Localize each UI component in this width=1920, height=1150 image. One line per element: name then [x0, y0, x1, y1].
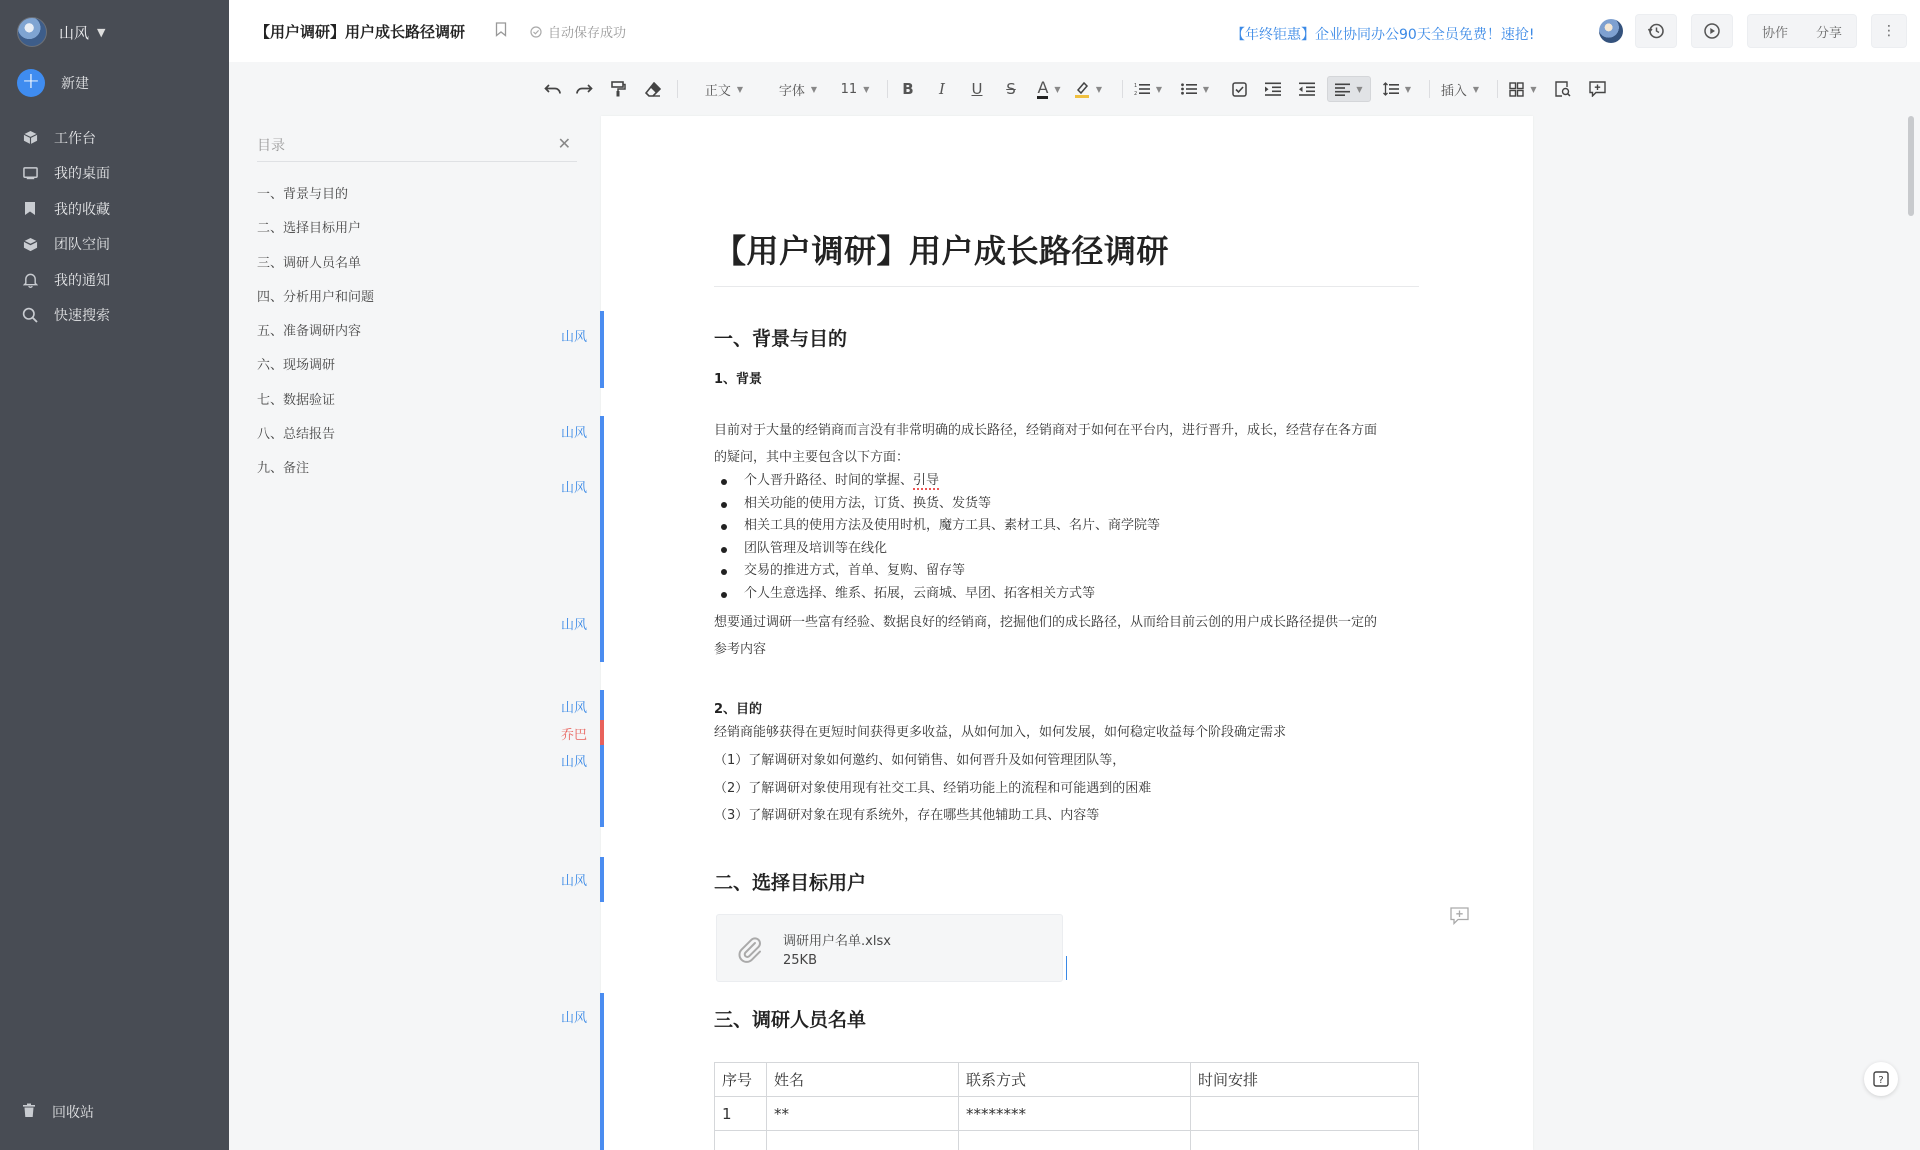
paragraph[interactable]: 的疑问，其中主要包含以下方面： [714, 450, 910, 465]
bold-icon: B [902, 80, 914, 98]
attachment-size: 25KB [783, 953, 817, 968]
font-family-select[interactable] [772, 76, 824, 102]
comment-add-icon [1589, 81, 1606, 97]
document-title[interactable]: 【用户调研】用户成长路径调研 [714, 232, 1170, 270]
table-header-cell[interactable]: 姓名 [767, 1063, 959, 1097]
paragraph[interactable]: 目前对于大量的经销商而言没有非常明确的成长路径，经销商对于如何在平台内，进行晋升，成长，经营存在各方面 [714, 423, 1378, 438]
toolbar-separator [887, 80, 888, 98]
bookmark-icon[interactable] [495, 22, 507, 41]
bullet-item[interactable] [714, 470, 1419, 493]
dropdown-arrow-icon: ▼ [810, 84, 818, 94]
table-cell[interactable]: ** [767, 1097, 959, 1131]
user-menu[interactable] [17, 17, 105, 47]
bullet-list [714, 470, 1419, 606]
sidebar-item-notifications[interactable] [0, 262, 229, 298]
bullet-item[interactable]: 相关工具的使用方法及使用时机，魔方工具、素材工具、名片、商学院等 [714, 515, 1419, 538]
change-author[interactable]: 山风 [561, 755, 588, 770]
grid-icon [1509, 82, 1524, 97]
sidebar-item-team-space[interactable] [0, 227, 229, 263]
comment-add-icon[interactable] [1450, 907, 1469, 929]
line-height-icon [1383, 82, 1399, 96]
user-name: 山风 [59, 23, 90, 42]
toc-item[interactable]: 七、数据验证 [257, 392, 336, 408]
change-author[interactable]: 山风 [561, 618, 588, 633]
sidebar-item-label: 我的桌面 [54, 166, 110, 183]
sidebar-item-label: 快速搜索 [54, 308, 110, 325]
table-cell[interactable]: ******** [959, 1097, 1191, 1131]
cube-icon [22, 130, 38, 146]
table-header-cell[interactable]: 联系方式 [959, 1063, 1191, 1097]
share-button[interactable]: 分享 [1815, 25, 1842, 41]
desktop-icon [22, 165, 38, 181]
sidebar [0, 0, 229, 1150]
change-author[interactable]: 乔巴 [561, 728, 588, 743]
font-size-label: 11 [840, 81, 858, 97]
section-heading[interactable]: 三、调研人员名单 [714, 1009, 867, 1031]
table-header-cell[interactable]: 时间安排 [1191, 1063, 1419, 1097]
undo-button[interactable] [540, 76, 566, 102]
toc-header [257, 130, 577, 162]
change-author[interactable]: 山风 [561, 1011, 588, 1026]
toolbar-separator [677, 80, 678, 98]
font-family-label: 字体 [778, 83, 805, 99]
comment-button[interactable] [1586, 76, 1608, 102]
toolbar-separator [1497, 80, 1498, 98]
bullet-item[interactable]: 交易的推进方式，首单、复购、留存等 [714, 560, 1419, 583]
strikethrough-icon: S [1006, 80, 1016, 98]
table-cell[interactable]: 1 [715, 1097, 767, 1131]
dropdown-arrow-icon: ▼ [1530, 84, 1537, 94]
highlight-button[interactable] [1071, 76, 1105, 102]
toc-item[interactable]: 六、现场调研 [257, 358, 336, 374]
indent-icon [1265, 82, 1281, 96]
paperclip-icon [735, 935, 765, 969]
underline-icon: U [971, 80, 983, 98]
trash-icon [22, 1103, 36, 1122]
caret-down-icon: ▼ [97, 25, 106, 39]
more-button[interactable] [1871, 14, 1907, 48]
dropdown-arrow-icon: ▼ [1095, 84, 1103, 94]
format-painter-button[interactable] [607, 76, 629, 102]
table-button[interactable] [1506, 76, 1540, 102]
section-heading[interactable]: 二、选择目标用户 [714, 872, 867, 894]
paragraph-style-label: 正文 [704, 83, 731, 99]
collab-share-group [1747, 14, 1857, 48]
new-label: 新建 [61, 76, 89, 92]
collab-button[interactable]: 协作 [1761, 25, 1788, 41]
check-circle-icon [530, 26, 542, 38]
dropdown-arrow-icon: ▼ [1155, 84, 1163, 94]
change-author[interactable]: 山风 [561, 426, 588, 441]
bell-icon [22, 272, 38, 288]
play-icon [1703, 22, 1721, 40]
sidebar-item-label: 工作台 [54, 130, 96, 147]
goal-list [714, 747, 1151, 830]
change-author[interactable]: 山风 [561, 701, 588, 716]
goal-item[interactable]: （1）了解调研对象如何邀约、如何销售、如何晋升及如何管理团队等， [714, 753, 1126, 768]
goal-item[interactable]: （2）了解调研对象使用现有社交工具、经销功能上的流程和可能遇到的困难 [714, 780, 1152, 796]
new-button[interactable] [17, 69, 89, 97]
table-row [715, 1131, 1419, 1150]
sidebar-item-workbench[interactable] [0, 120, 229, 156]
title-divider [714, 286, 1419, 287]
history-button[interactable] [1635, 14, 1677, 48]
underline-button[interactable] [964, 76, 990, 102]
spellcheck-mark: 引导 [913, 473, 940, 488]
sidebar-item-search[interactable] [0, 298, 229, 334]
change-bar[interactable] [600, 311, 604, 388]
doc-title: 【用户调研】用户成长路径调研 [255, 23, 466, 41]
change-bar[interactable] [600, 745, 604, 827]
collaborator-avatar[interactable] [1599, 19, 1623, 43]
goal-item[interactable]: （3）了解调研对象在现有系统外，存在哪些其他辅助工具、内容等 [714, 808, 1100, 823]
indent-button[interactable] [1262, 76, 1284, 102]
change-bar[interactable] [600, 416, 604, 662]
dropdown-arrow-icon: ▼ [1356, 84, 1363, 94]
present-button[interactable] [1691, 14, 1733, 48]
sidebar-item-label: 团队空间 [54, 237, 110, 254]
help-button[interactable] [1864, 1062, 1898, 1096]
change-author[interactable]: 山风 [561, 874, 588, 889]
table-cell[interactable] [1191, 1131, 1419, 1150]
strikethrough-button[interactable] [998, 76, 1024, 102]
toc-item[interactable]: 八、总结报告 [257, 427, 336, 443]
dropdown-arrow-icon: ▼ [1404, 84, 1412, 94]
line-height-button[interactable] [1379, 76, 1415, 102]
change-bar[interactable] [600, 690, 604, 720]
more-vertical-icon: ⋮ [1882, 23, 1896, 39]
table-header-row [715, 1063, 1419, 1097]
bold-button[interactable] [895, 76, 921, 102]
paragraph-style-select[interactable] [699, 76, 749, 102]
sidebar-item-label: 我的通知 [54, 272, 110, 289]
font-color-button[interactable] [1032, 76, 1066, 102]
table-header-cell[interactable]: 序号 [715, 1063, 767, 1097]
dropdown-arrow-icon: ▼ [736, 84, 744, 94]
paragraph[interactable]: 想要通过调研一些富有经验、数据良好的经销商，挖掘他们的成长路径，从而给目前云创的用户成长路径提供一定的 [714, 615, 1378, 630]
avatar [17, 17, 47, 47]
staff-table[interactable] [714, 1062, 1419, 1150]
close-icon[interactable]: ✕ [557, 134, 571, 153]
dropdown-arrow-icon: ▼ [863, 84, 870, 94]
format-toolbar [229, 62, 1920, 114]
promo-link[interactable]: 【年终钜惠】企业协同办公90天全员免费！速抢! [1231, 27, 1535, 43]
ordered-list-icon [1134, 82, 1150, 96]
change-bar[interactable] [600, 993, 604, 1150]
change-author[interactable]: 山风 [561, 330, 588, 345]
box-icon [22, 236, 38, 252]
svg-text:2: 2 [1133, 91, 1138, 96]
text-cursor [1066, 956, 1067, 980]
sidebar-nav [0, 120, 229, 333]
attachment-card[interactable] [716, 914, 1063, 982]
table-cell[interactable] [767, 1131, 959, 1150]
ordered-list-button[interactable] [1129, 76, 1167, 102]
svg-text:?: ? [1878, 1075, 1884, 1086]
toolbar-separator [1429, 80, 1430, 98]
toolbar-separator [1122, 80, 1123, 98]
toc-item[interactable]: 九、备注 [257, 461, 310, 477]
highlighter-icon [1074, 81, 1090, 98]
bullet-item[interactable]: 个人生意选择、维系、拓展，云商城、早团、拓客相关方式等 [714, 583, 1419, 606]
scrollbar[interactable] [1908, 116, 1914, 216]
help-icon [1873, 1071, 1889, 1087]
bullet-item[interactable]: 团队管理及培训等在线化 [714, 538, 1419, 561]
align-button[interactable] [1327, 76, 1371, 102]
toc-item[interactable]: 三、调研人员名单 [257, 255, 362, 271]
align-left-icon [1335, 83, 1350, 96]
toc-item[interactable]: 四、分析用户和问题 [257, 289, 375, 305]
bullet-list-icon [1181, 82, 1197, 96]
bullet-list-button[interactable] [1176, 76, 1214, 102]
attachment-name: 调研用户名单.xlsx [783, 934, 891, 949]
svg-text:1: 1 [1133, 83, 1138, 89]
bookmark-icon [22, 201, 38, 217]
paragraph[interactable]: 参考内容 [714, 642, 767, 657]
toc-item[interactable]: 二、选择目标用户 [257, 221, 362, 237]
table-of-contents [257, 130, 577, 487]
document-page[interactable] [601, 116, 1533, 1150]
change-bar[interactable] [600, 857, 604, 902]
search-document-icon [1555, 81, 1571, 97]
plus-icon: + [17, 69, 45, 97]
clear-format-button[interactable] [642, 76, 664, 102]
table-cell[interactable] [1191, 1097, 1419, 1131]
outdent-button[interactable] [1296, 76, 1318, 102]
change-author[interactable]: 山风 [561, 481, 588, 496]
eraser-icon [645, 82, 661, 97]
dropdown-arrow-icon: ▼ [1202, 84, 1210, 94]
dropdown-arrow-icon: ▼ [1472, 84, 1480, 94]
subsection-heading[interactable]: 1、背景 [714, 372, 763, 387]
paint-brush-icon [611, 81, 626, 97]
italic-button[interactable] [929, 76, 955, 102]
paragraph[interactable]: 经销商能够获得在更短时间获得更多收益，从如何加入，如何发展，如何稳定收益每个阶段确定需求 [714, 725, 1287, 740]
insert-label: 插入 [1440, 83, 1467, 99]
toc-list [257, 178, 577, 487]
change-bar-alt[interactable] [600, 720, 604, 745]
save-status-text: 自动保存成功 [548, 26, 627, 41]
redo-button[interactable] [571, 76, 597, 102]
checkbox-icon [1232, 82, 1247, 97]
redo-icon [575, 82, 593, 96]
sidebar-item-desktop[interactable] [0, 156, 229, 192]
outdent-icon [1299, 82, 1315, 96]
font-color-icon: A [1037, 77, 1049, 97]
dropdown-arrow-icon: ▼ [1054, 84, 1061, 94]
sidebar-item-favorites[interactable] [0, 191, 229, 227]
trash-label: 回收站 [52, 1105, 94, 1121]
font-size-select[interactable] [837, 76, 873, 102]
table-row [715, 1097, 1419, 1131]
insert-menu[interactable] [1437, 76, 1483, 102]
header [229, 0, 1920, 62]
save-status [530, 22, 626, 41]
subsection-heading[interactable]: 2、目的 [714, 702, 763, 717]
bullet-text: 个人晋升路径、时间的掌握、 [744, 473, 914, 488]
italic-icon: I [939, 80, 945, 98]
bullet-item[interactable]: 相关功能的使用方法，订货、换货、发货等 [714, 493, 1419, 516]
table-cell[interactable] [715, 1131, 767, 1150]
find-replace-button[interactable] [1552, 76, 1574, 102]
search-icon [22, 307, 38, 323]
undo-icon [544, 82, 562, 96]
toc-item[interactable]: 五、准备调研内容 [257, 324, 362, 340]
toc-item[interactable]: 一、背景与目的 [257, 187, 349, 202]
toc-title: 目录 [257, 138, 285, 154]
table-cell[interactable] [959, 1131, 1191, 1150]
sidebar-item-label: 我的收藏 [54, 201, 110, 218]
checklist-button[interactable] [1228, 76, 1250, 102]
history-icon [1647, 22, 1665, 40]
trash-button[interactable] [22, 1102, 94, 1122]
section-heading[interactable]: 一、背景与目的 [714, 328, 848, 350]
